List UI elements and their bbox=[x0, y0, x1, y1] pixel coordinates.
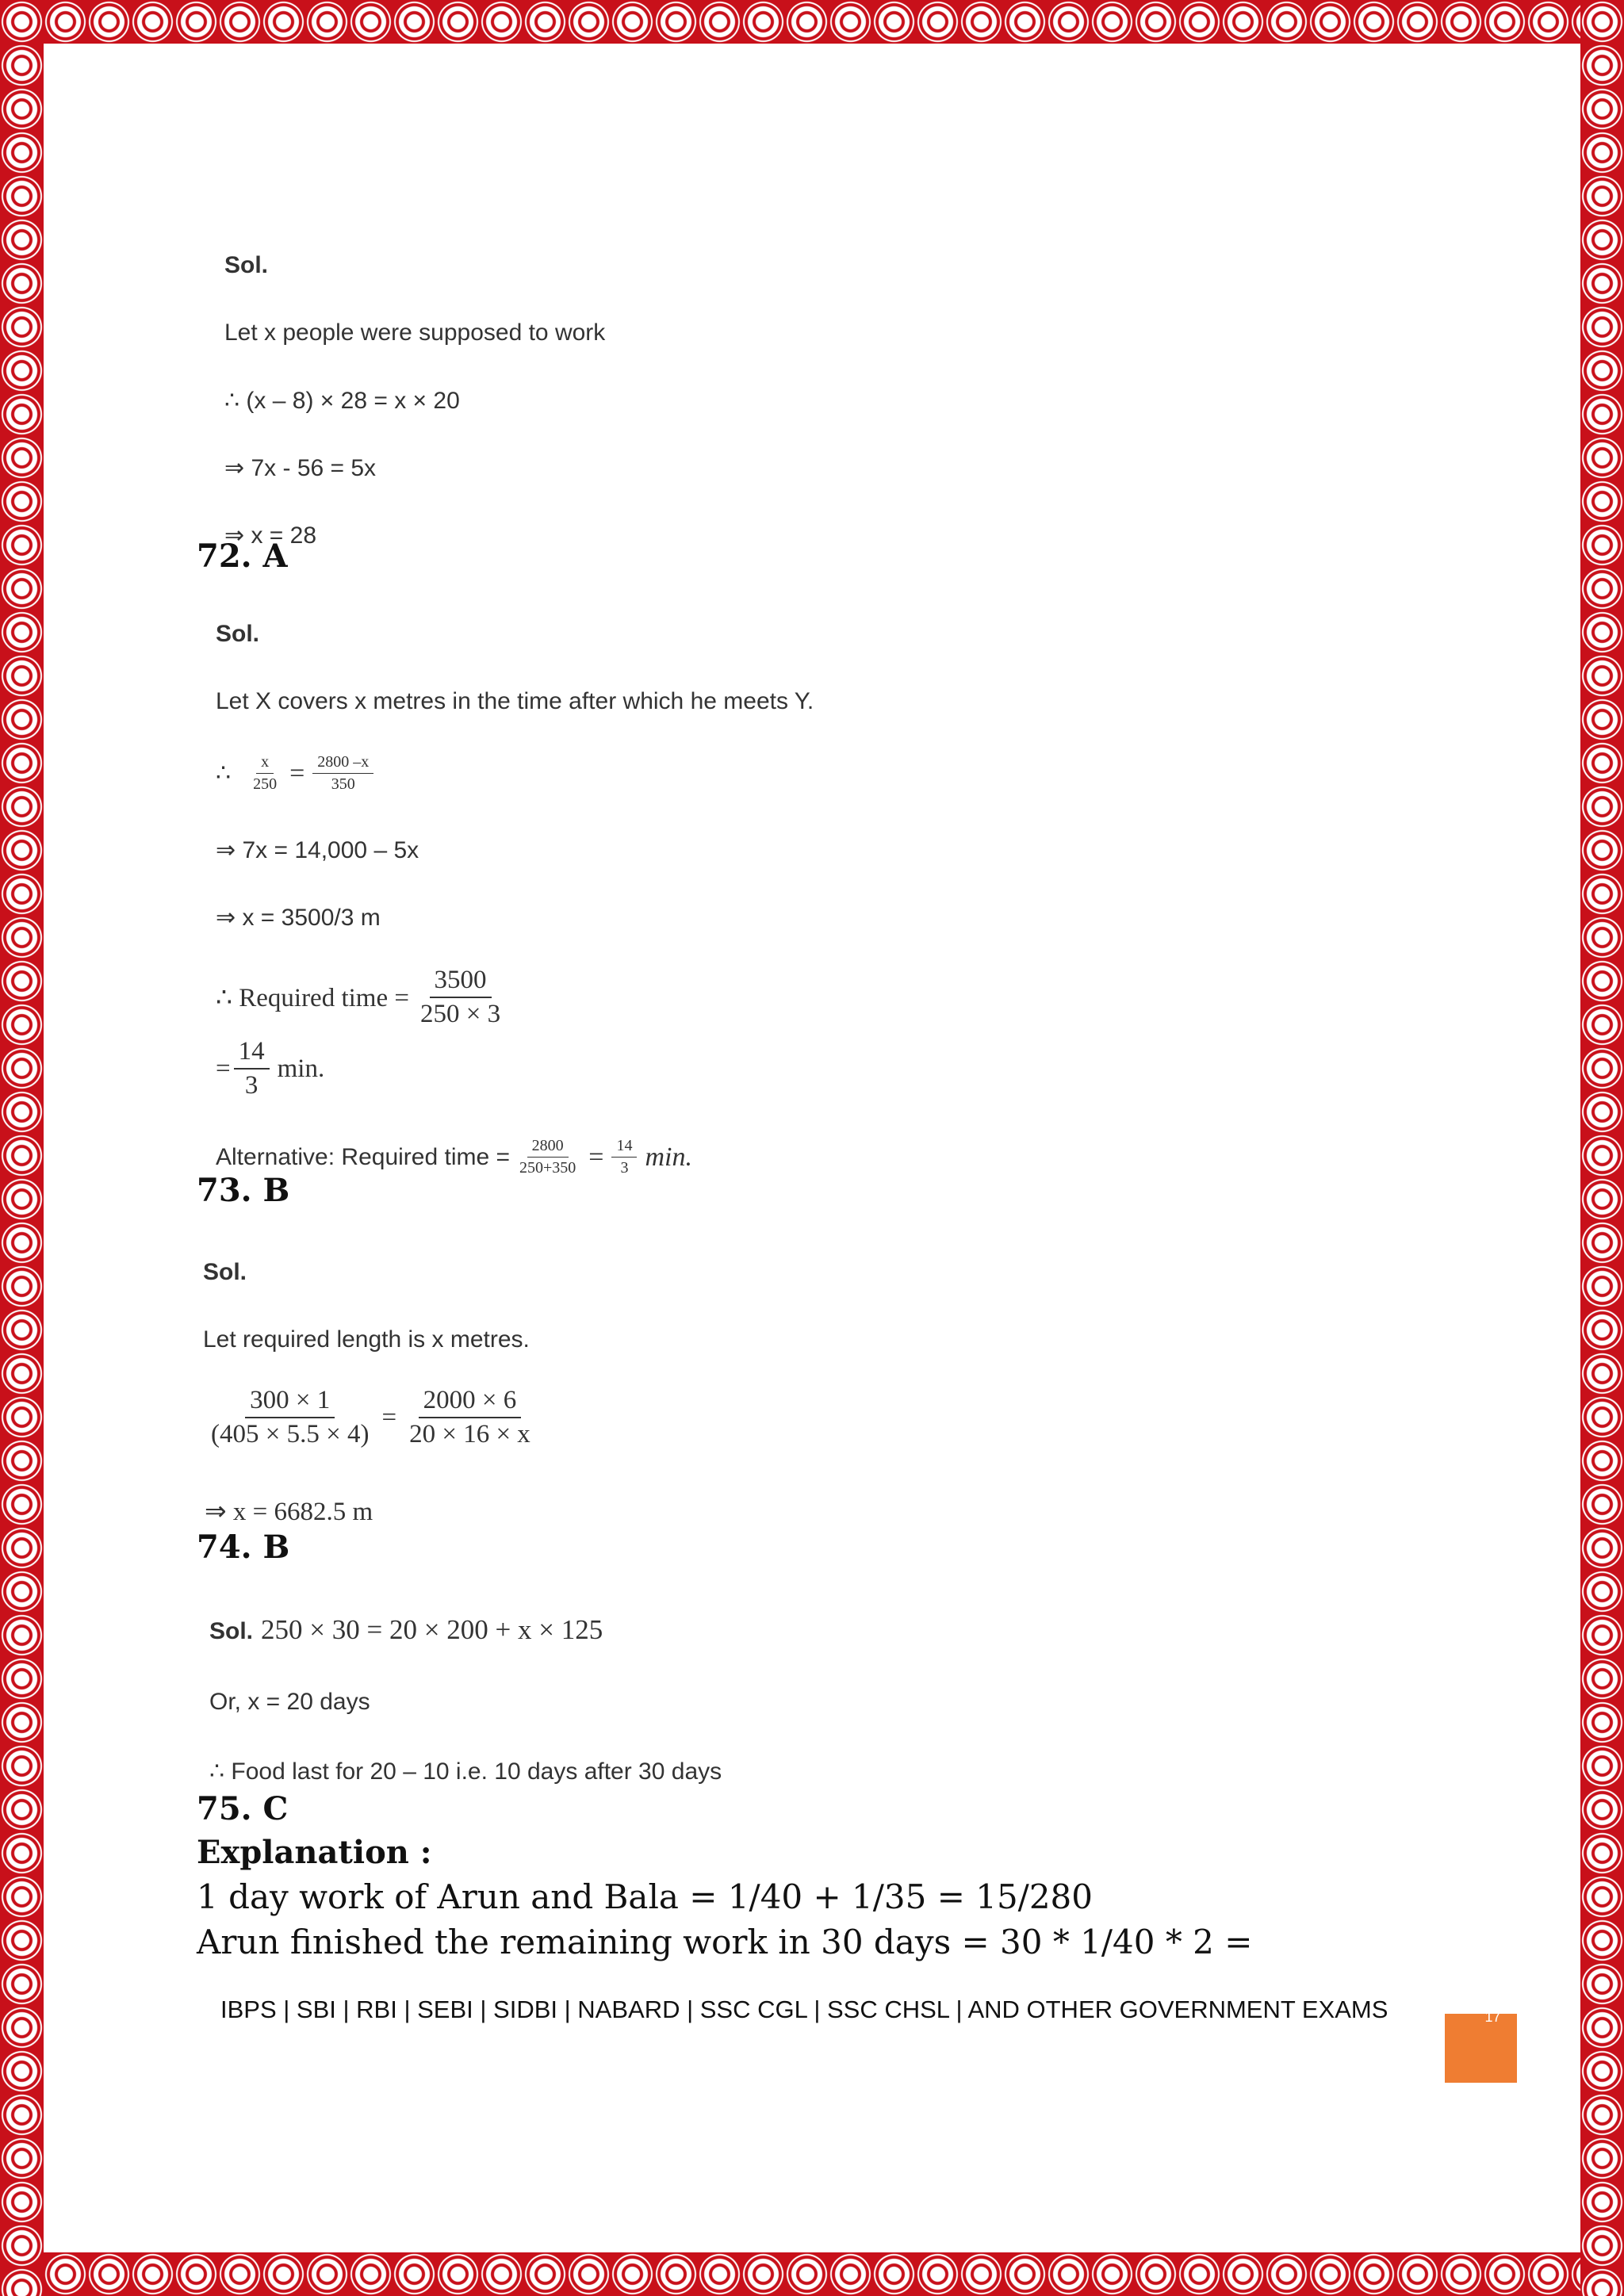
q71-line-3: ⇒ 7x - 56 = 5x bbox=[224, 455, 377, 481]
q73-sol-label: Sol. bbox=[203, 1259, 247, 1285]
decorative-border-left bbox=[0, 0, 44, 2296]
decorative-border-top bbox=[0, 0, 1624, 44]
decorative-border-right bbox=[1580, 0, 1624, 2296]
q72-line-2: ∴ $\frac{x}{250}$ = $\frac{2800 -x}{350}$ bbox=[216, 753, 377, 794]
q74-heading: 74. B bbox=[197, 1529, 290, 1566]
q71-line-1: Let x people were supposed to work bbox=[224, 320, 606, 346]
q73-heading: 73. B bbox=[197, 1172, 290, 1209]
q75-line-2: Arun finished the remaining work in 30 days = 30 * 1/40 * 2 = bbox=[197, 1923, 1253, 1961]
fraction: $\frac{2000 \times 6}{20 \times 16 \times x}$ bbox=[409, 1386, 530, 1448]
q71-sol-label: Sol. bbox=[224, 252, 269, 278]
q71-line-2: ∴ (x – 8) × 28 = x × 20 bbox=[224, 388, 460, 414]
q72-line-4: ⇒ x = 3500/3 m bbox=[216, 905, 381, 931]
page-number: 17 bbox=[1484, 2009, 1501, 2025]
q75-heading: 75. C bbox=[197, 1790, 289, 1827]
q72-line-5: ∴ Required time = $\frac{3500}{250 \times 3}$ bbox=[216, 966, 508, 1029]
q74-line-2: Or, x = 20 days bbox=[209, 1689, 370, 1715]
q72-line-7: Alternative: Required time = $\frac{2800}{250+350}$ = $\frac{14}{3}$ min. bbox=[216, 1137, 692, 1177]
q74-line-1: Sol. 250 × 30 = 20 × 200 + x × 125 bbox=[209, 1614, 603, 1645]
q72-line-3: ⇒ 7x = 14,000 – 5x bbox=[216, 837, 419, 863]
fraction: $\frac{14}{3}$ bbox=[234, 1037, 270, 1100]
q75-line-1: 1 day work of Arun and Bala = 1/40 + 1/35 = 15/280 bbox=[197, 1877, 1094, 1916]
q73-line-2: $\frac{300 \times 1}{(405 \times 5.5 \times 4)}$ = $\frac{2000 \times 6}{20 \times 16 \times x}$ bbox=[203, 1386, 538, 1449]
fraction: $\frac{2800 -x}{350}$ bbox=[312, 753, 373, 794]
q72-sol-label: Sol. bbox=[216, 621, 260, 647]
therefore-symbol: ∴ bbox=[216, 760, 232, 786]
q72-heading: 72. A bbox=[197, 538, 288, 575]
q71-line-4: ⇒ x = 28 bbox=[224, 522, 317, 549]
q72-line-6: = $\frac{14}{3}$ min. bbox=[216, 1037, 325, 1100]
q72-line-1: Let X covers x metres in the time after which he meets Y. bbox=[216, 688, 814, 714]
q73-line-3: ⇒ x = 6682.5 m bbox=[205, 1498, 373, 1526]
q73-line-1: Let required length is x metres. bbox=[203, 1326, 530, 1353]
fraction: $\frac{300 \times 1}{(405 \times 5.5 \times 4)}$ bbox=[211, 1386, 370, 1448]
fraction: $\frac{3500}{250 \times 3}$ bbox=[419, 966, 501, 1028]
q74-line-3: ∴ Food last for 20 – 10 i.e. 10 days after 30 days bbox=[209, 1758, 722, 1785]
fraction: $\frac{x}{250}$ bbox=[253, 753, 278, 793]
fraction: $\frac{2800}{250+350}$ bbox=[519, 1137, 576, 1177]
q75-explanation-label: Explanation : bbox=[197, 1834, 432, 1871]
page-number-box bbox=[1445, 2009, 1517, 2083]
footer-exam-list: IBPS | SBI | RBI | SEBI | SIDBI | NABARD | SSC CGL | SSC CHSL | AND OTHER GOVERNMENT EXAMS bbox=[220, 1996, 1388, 2023]
decorative-border-bottom bbox=[0, 2252, 1624, 2296]
fraction: $\frac{14}{3}$ bbox=[611, 1137, 637, 1177]
